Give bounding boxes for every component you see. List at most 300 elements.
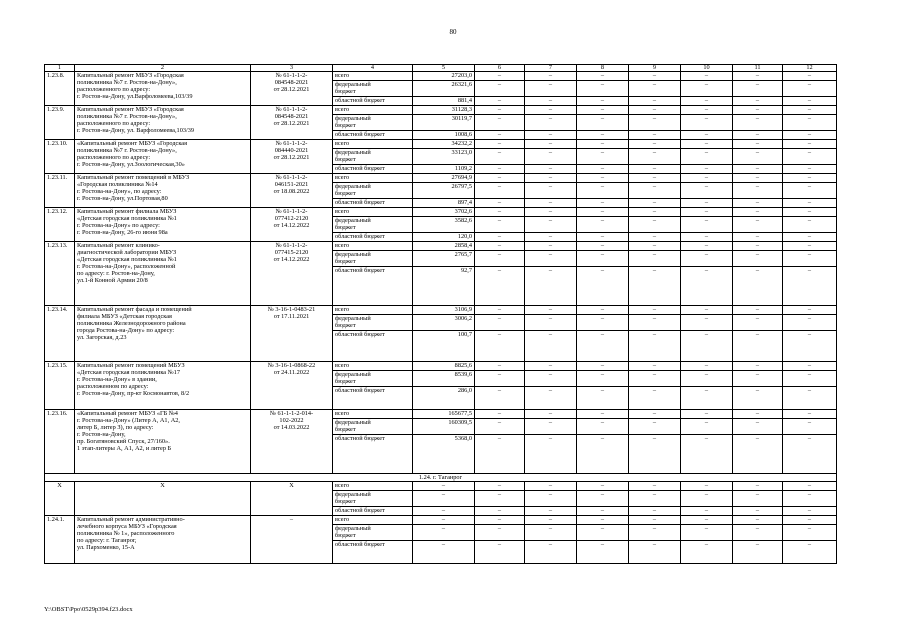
dash-cell: – [681, 208, 733, 217]
funding-source: федеральный бюджет [333, 81, 413, 97]
dash-cell: – [475, 183, 525, 199]
dash-cell: – [681, 72, 733, 81]
dash-cell: – [525, 331, 577, 362]
dash-cell: – [577, 208, 629, 217]
dash-cell: – [783, 165, 837, 174]
dash-cell: – [629, 516, 681, 525]
dash-cell: – [525, 410, 577, 419]
dash-cell: – [733, 97, 783, 106]
dash-cell: – [681, 362, 733, 371]
dash-cell: – [629, 217, 681, 233]
header-cell: 6 [475, 65, 525, 72]
funding-source: всего [333, 410, 413, 419]
amount-value: – [413, 507, 475, 516]
dash-cell: – [733, 541, 783, 564]
amount-value: 8539,6 [413, 371, 475, 387]
dash-cell: – [525, 72, 577, 81]
dash-cell: – [733, 242, 783, 251]
dash-cell: – [577, 267, 629, 306]
dash-cell: – [783, 387, 837, 410]
dash-cell: – [681, 165, 733, 174]
dash-cell: – [733, 267, 783, 306]
dash-cell: – [783, 331, 837, 362]
dash-cell: – [681, 315, 733, 331]
dash-cell: – [525, 387, 577, 410]
amount-value: 8825,6 [413, 362, 475, 371]
dash-cell: – [577, 131, 629, 140]
dash-cell: – [525, 419, 577, 435]
dash-cell: – [577, 149, 629, 165]
document-number: X [251, 482, 333, 516]
dash-cell: – [629, 72, 681, 81]
dash-cell: – [525, 174, 577, 183]
dash-cell: – [629, 183, 681, 199]
header-cell: 4 [333, 65, 413, 72]
amount-value: 26797,5 [413, 183, 475, 199]
header-cell: 7 [525, 65, 577, 72]
dash-cell: – [475, 242, 525, 251]
dash-cell: – [525, 242, 577, 251]
dash-cell: – [783, 97, 837, 106]
dash-cell: – [681, 371, 733, 387]
dash-cell: – [733, 306, 783, 315]
dash-cell: – [783, 491, 837, 507]
dash-cell: – [629, 149, 681, 165]
funding-source: областной бюджет [333, 97, 413, 106]
funding-source: федеральный бюджет [333, 419, 413, 435]
dash-cell: – [475, 97, 525, 106]
table-row [45, 174, 837, 183]
dash-cell: – [733, 507, 783, 516]
dash-cell: – [475, 491, 525, 507]
amount-value: 286,0 [413, 387, 475, 410]
table-row [45, 306, 837, 315]
object-name: Капитальный ремонт помещений в МБУЗ «Городская поликлиника №14 г. Ростова-на-Дону», по адресу: г. Ростов-на-Дону, ул.Портовая,80 [75, 174, 251, 208]
dash-cell: – [525, 233, 577, 242]
header-cell: 9 [629, 65, 681, 72]
dash-cell: – [681, 233, 733, 242]
row-number: 1.23.10. [45, 140, 75, 174]
dash-cell: – [475, 140, 525, 149]
object-name: «Капитальный ремонт МБУЗ «Городская поликлиника №7 г. Ростов-на-Дону», расположенного по адресу: г. Ростов-на-Дону, ул.Зоологическая,30» [75, 140, 251, 174]
table-row [45, 516, 837, 525]
dash-cell: – [783, 410, 837, 419]
amount-value: – [413, 482, 475, 491]
dash-cell: – [629, 140, 681, 149]
table-row [45, 106, 837, 115]
document-number: № 61-1-1-2- 046151-2021 от 18.08.2022 [251, 174, 333, 208]
document-number: № 61-1-1-2- 084548-2021 от 28.12.2021 [251, 106, 333, 140]
dash-cell: – [783, 217, 837, 233]
dash-cell: – [681, 491, 733, 507]
dash-cell: – [577, 233, 629, 242]
dash-cell: – [577, 306, 629, 315]
dash-cell: – [783, 208, 837, 217]
dash-cell: – [475, 267, 525, 306]
dash-cell: – [577, 315, 629, 331]
dash-cell: – [577, 242, 629, 251]
funding-source: всего [333, 174, 413, 183]
amount-value: 34232,2 [413, 140, 475, 149]
dash-cell: – [733, 435, 783, 474]
dash-cell: – [733, 72, 783, 81]
dash-cell: – [629, 97, 681, 106]
amount-value: 1109,2 [413, 165, 475, 174]
dash-cell: – [475, 315, 525, 331]
dash-cell: – [525, 149, 577, 165]
dash-cell: – [733, 516, 783, 525]
dash-cell: – [525, 491, 577, 507]
amount-value: 26321,6 [413, 81, 475, 97]
dash-cell: – [783, 233, 837, 242]
section-row [45, 474, 837, 482]
funding-source: всего [333, 106, 413, 115]
amount-value: 3106,9 [413, 306, 475, 315]
dash-cell: – [783, 251, 837, 267]
dash-cell: – [681, 131, 733, 140]
funding-source: областной бюджет [333, 199, 413, 208]
header-cell: 11 [733, 65, 783, 72]
dash-cell: – [475, 306, 525, 315]
funding-source: областной бюджет [333, 541, 413, 564]
table-row [45, 72, 837, 81]
dash-cell: – [525, 525, 577, 541]
dash-cell: – [525, 315, 577, 331]
funding-source: областной бюджет [333, 435, 413, 474]
dash-cell: – [629, 315, 681, 331]
dash-cell: – [783, 149, 837, 165]
dash-cell: – [681, 525, 733, 541]
object-name: X [75, 482, 251, 516]
funding-source: всего [333, 242, 413, 251]
funding-source: областной бюджет [333, 267, 413, 306]
dash-cell: – [681, 331, 733, 362]
amount-value: 27694,9 [413, 174, 475, 183]
funding-source: областной бюджет [333, 507, 413, 516]
funding-source: федеральный бюджет [333, 183, 413, 199]
dash-cell: – [577, 97, 629, 106]
dash-cell: – [525, 482, 577, 491]
dash-cell: – [525, 106, 577, 115]
dash-cell: – [783, 199, 837, 208]
funding-source: федеральный бюджет [333, 115, 413, 131]
funding-source: федеральный бюджет [333, 315, 413, 331]
amount-value: 100,7 [413, 331, 475, 362]
dash-cell: – [681, 507, 733, 516]
dash-cell: – [577, 199, 629, 208]
dash-cell: – [629, 267, 681, 306]
row-number: 1.23.16. [45, 410, 75, 474]
dash-cell: – [577, 106, 629, 115]
dash-cell: – [681, 419, 733, 435]
dash-cell: – [629, 435, 681, 474]
dash-cell: – [629, 410, 681, 419]
dash-cell: – [629, 482, 681, 491]
dash-cell: – [783, 516, 837, 525]
document-number: № 61-1-1-2- 077415-2120 от 14.12.2022 [251, 242, 333, 306]
dash-cell: – [525, 362, 577, 371]
funding-source: областной бюджет [333, 233, 413, 242]
dash-cell: – [577, 251, 629, 267]
dash-cell: – [525, 516, 577, 525]
dash-cell: – [733, 387, 783, 410]
dash-cell: – [783, 419, 837, 435]
funding-source: всего [333, 140, 413, 149]
dash-cell: – [733, 183, 783, 199]
dash-cell: – [629, 208, 681, 217]
dash-cell: – [475, 482, 525, 491]
object-name: «Капитальный ремонт МБУЗ «ГБ №4 г. Ростова-на-Дону» (Литер А, А1, А2, литер Б, литер З), по адресу: г. Ростов-на-Дону, пр. Богатяновский Спуск, 27/160». 1 этап-литеры А, А1, А2, и литер Б [75, 410, 251, 474]
dash-cell: – [577, 217, 629, 233]
dash-cell: – [475, 525, 525, 541]
header-row [45, 65, 837, 72]
dash-cell: – [475, 199, 525, 208]
dash-cell: – [733, 140, 783, 149]
dash-cell: – [681, 242, 733, 251]
dash-cell: – [525, 115, 577, 131]
dash-cell: – [525, 267, 577, 306]
dash-cell: – [681, 387, 733, 410]
dash-cell: – [733, 217, 783, 233]
header-cell: 12 [783, 65, 837, 72]
dash-cell: – [577, 419, 629, 435]
dash-cell: – [525, 251, 577, 267]
amount-value: – [413, 541, 475, 564]
dash-cell: – [733, 208, 783, 217]
dash-cell: – [629, 507, 681, 516]
dash-cell: – [475, 72, 525, 81]
dash-cell: – [629, 331, 681, 362]
dash-cell: – [681, 174, 733, 183]
funding-source: всего [333, 306, 413, 315]
dash-cell: – [525, 140, 577, 149]
dash-cell: – [681, 435, 733, 474]
dash-cell: – [681, 217, 733, 233]
row-number: 1.23.13. [45, 242, 75, 306]
dash-cell: – [475, 435, 525, 474]
amount-value: 160309,5 [413, 419, 475, 435]
dash-cell: – [577, 541, 629, 564]
amount-value: 165677,5 [413, 410, 475, 419]
table-row [45, 242, 837, 251]
amount-value: – [413, 491, 475, 507]
dash-cell: – [475, 233, 525, 242]
amount-value: 881,4 [413, 97, 475, 106]
dash-cell: – [629, 541, 681, 564]
dash-cell: – [681, 516, 733, 525]
dash-cell: – [475, 410, 525, 419]
funding-source: всего [333, 72, 413, 81]
funding-source: федеральный бюджет [333, 149, 413, 165]
dash-cell: – [681, 199, 733, 208]
dash-cell: – [629, 387, 681, 410]
dash-cell: – [577, 115, 629, 131]
dash-cell: – [733, 362, 783, 371]
dash-cell: – [783, 541, 837, 564]
dash-cell: – [629, 165, 681, 174]
amount-value: 2765,7 [413, 251, 475, 267]
amount-value: 3582,6 [413, 217, 475, 233]
dash-cell: – [525, 81, 577, 97]
dash-cell: – [783, 306, 837, 315]
dash-cell: – [783, 362, 837, 371]
amount-value: 1008,6 [413, 131, 475, 140]
footer-file-path: Y:\OBST\Ppo\0529p394.f23.docx [44, 606, 133, 613]
dash-cell: – [629, 362, 681, 371]
dash-cell: – [577, 183, 629, 199]
amount-value: 120,0 [413, 233, 475, 242]
table-row [45, 410, 837, 419]
dash-cell: – [733, 199, 783, 208]
dash-cell: – [475, 174, 525, 183]
funding-source: федеральный бюджет [333, 371, 413, 387]
dash-cell: – [733, 482, 783, 491]
dash-cell: – [629, 491, 681, 507]
dash-cell: – [577, 435, 629, 474]
dash-cell: – [681, 115, 733, 131]
document-number: № 3-16-1-0483-21 от 17.11.2021 [251, 306, 333, 362]
funding-source: всего [333, 482, 413, 491]
dash-cell: – [783, 115, 837, 131]
dash-cell: – [733, 491, 783, 507]
dash-cell: – [577, 81, 629, 97]
dash-cell: – [733, 174, 783, 183]
row-number: 1.23.9. [45, 106, 75, 140]
dash-cell: – [629, 419, 681, 435]
dash-cell: – [783, 174, 837, 183]
dash-cell: – [681, 97, 733, 106]
amount-value: – [413, 516, 475, 525]
dash-cell: – [525, 97, 577, 106]
dash-cell: – [629, 306, 681, 315]
table-row [45, 208, 837, 217]
budget-table [44, 64, 837, 564]
object-name: Капитальный ремонт клинико- диагностической лаборатории МБУЗ «Детская городская поликлиника №1 г. Ростова-на-Дону», расположенной по адресу: г. Ростов-на-Дону, ул.1-й Конной Армии 20/8 [75, 242, 251, 306]
dash-cell: – [733, 251, 783, 267]
row-number: 1.23.15. [45, 362, 75, 410]
dash-cell: – [525, 165, 577, 174]
dash-cell: – [577, 410, 629, 419]
dash-cell: – [577, 482, 629, 491]
dash-cell: – [577, 140, 629, 149]
dash-cell: – [733, 106, 783, 115]
amount-value: 30119,7 [413, 115, 475, 131]
dash-cell: – [681, 306, 733, 315]
dash-cell: – [525, 371, 577, 387]
dash-cell: – [577, 525, 629, 541]
dash-cell: – [783, 525, 837, 541]
table-row [45, 482, 837, 491]
dash-cell: – [577, 331, 629, 362]
dash-cell: – [681, 140, 733, 149]
amount-value: – [413, 525, 475, 541]
dash-cell: – [475, 387, 525, 410]
document-number: № 61-1-1-2- 077412-2120 от 14.12.2022 [251, 208, 333, 242]
row-number: 1.23.8. [45, 72, 75, 106]
dash-cell: – [733, 165, 783, 174]
object-name: Капитальный ремонт фасада и помещений филиала МБУЗ «Детская городская поликлиника Железнодорожного района города Ростова-на-Дону» по адресу: ул. Загорская, д.23 [75, 306, 251, 362]
dash-cell: – [577, 174, 629, 183]
dash-cell: – [629, 115, 681, 131]
funding-source: федеральный бюджет [333, 491, 413, 507]
funding-source: федеральный бюджет [333, 251, 413, 267]
amount-value: 3006,2 [413, 315, 475, 331]
row-number: 1.24.1. [45, 516, 75, 564]
dash-cell: – [475, 81, 525, 97]
dash-cell: – [733, 371, 783, 387]
amount-value: 2858,4 [413, 242, 475, 251]
dash-cell: – [525, 217, 577, 233]
dash-cell: – [577, 387, 629, 410]
dash-cell: – [733, 331, 783, 362]
dash-cell: – [525, 306, 577, 315]
dash-cell: – [783, 267, 837, 306]
dash-cell: – [783, 435, 837, 474]
object-name: Капитальный ремонт помещений МБУЗ «Детская городская поликлиника №17 г. Ростова-на-Дону» в здании, расположенном по адресу: г. Ростов-на-Дону, пр-кт Космонавтов, 8/2 [75, 362, 251, 410]
dash-cell: – [525, 131, 577, 140]
dash-cell: – [475, 371, 525, 387]
dash-cell: – [577, 516, 629, 525]
dash-cell: – [475, 115, 525, 131]
row-number: X [45, 482, 75, 516]
document-number: № 61-1-1-2-014- 102-2022 от 14.03.2022 [251, 410, 333, 474]
document-number: № 3-16-1-0868-22 от 24.11.2022 [251, 362, 333, 410]
dash-cell: – [577, 371, 629, 387]
header-cell: 3 [251, 65, 333, 72]
amount-value: 33123,0 [413, 149, 475, 165]
row-number: 1.23.12. [45, 208, 75, 242]
dash-cell: – [577, 165, 629, 174]
dash-cell: – [783, 242, 837, 251]
dash-cell: – [629, 131, 681, 140]
dash-cell: – [783, 140, 837, 149]
dash-cell: – [681, 410, 733, 419]
table-row [45, 362, 837, 371]
row-number: 1.23.11. [45, 174, 75, 208]
dash-cell: – [681, 267, 733, 306]
dash-cell: – [629, 525, 681, 541]
amount-value: 897,4 [413, 199, 475, 208]
dash-cell: – [783, 72, 837, 81]
dash-cell: – [475, 331, 525, 362]
dash-cell: – [733, 315, 783, 331]
dash-cell: – [783, 81, 837, 97]
dash-cell: – [681, 183, 733, 199]
dash-cell: – [733, 149, 783, 165]
dash-cell: – [629, 233, 681, 242]
dash-cell: – [475, 419, 525, 435]
dash-cell: – [681, 149, 733, 165]
dash-cell: – [525, 541, 577, 564]
funding-source: федеральный бюджет [333, 525, 413, 541]
dash-cell: – [733, 410, 783, 419]
dash-cell: – [783, 315, 837, 331]
dash-cell: – [629, 106, 681, 115]
funding-source: областной бюджет [333, 331, 413, 362]
funding-source: всего [333, 208, 413, 217]
dash-cell: – [681, 106, 733, 115]
dash-cell: – [475, 217, 525, 233]
funding-source: областной бюджет [333, 131, 413, 140]
dash-cell: – [629, 174, 681, 183]
dash-cell: – [525, 507, 577, 516]
dash-cell: – [577, 507, 629, 516]
dash-cell: – [577, 362, 629, 371]
dash-cell: – [475, 507, 525, 516]
dash-cell: – [525, 183, 577, 199]
funding-source: всего [333, 516, 413, 525]
funding-source: областной бюджет [333, 165, 413, 174]
